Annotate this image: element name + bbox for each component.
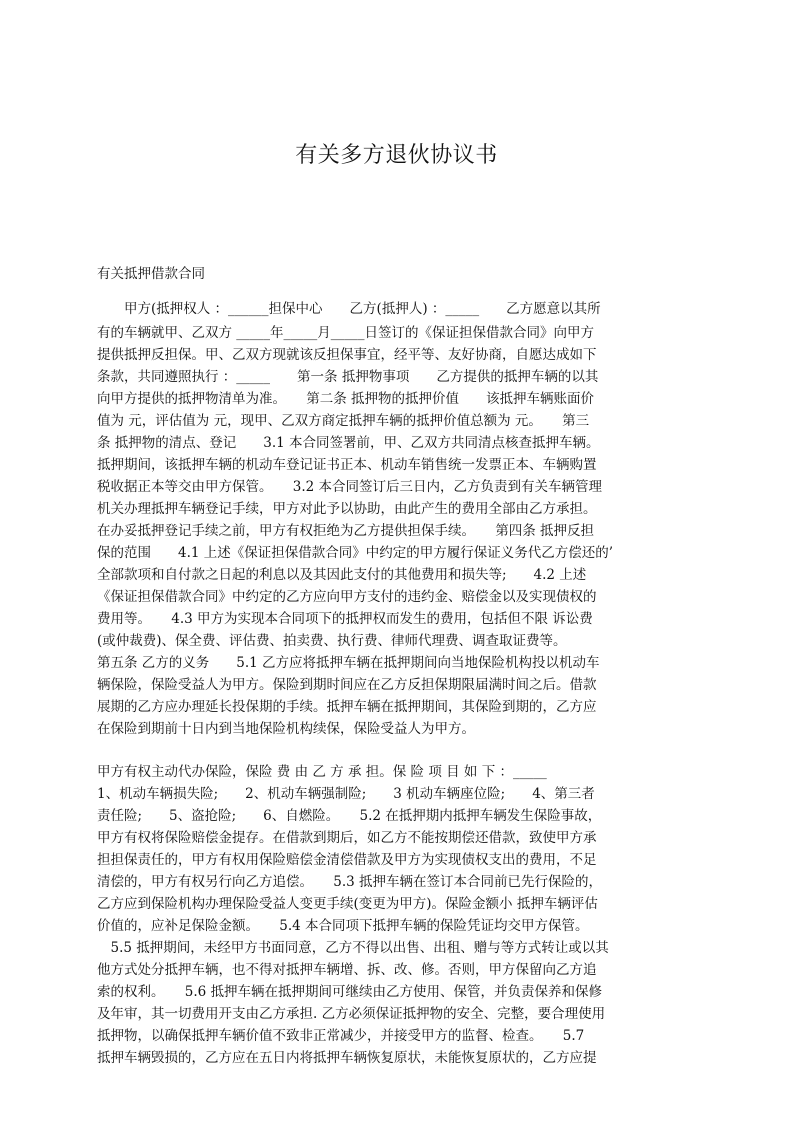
paragraph-line: 全部款项和自付款之日起的利息以及其因此支付的其他费用和损失等; 4.2 上述 <box>97 567 587 583</box>
paragraph-line: 他方式处分抵押车辆，也不得对抵押车辆增、拆、改、修。否则，甲方保留向乙方追 <box>97 962 597 978</box>
paragraph-line: 甲方(抵押权人 ：______担保中心 乙方(抵押人) ：_____ 乙方愿意以其所 <box>97 301 601 317</box>
paragraph-line: 税收据正本等交由甲方保管。 3.2 本合同签订后三日内，乙方负责到有关车辆管理 <box>97 479 603 495</box>
paragraph-line: 值为 元，评估值为 元，现甲、乙双方商定抵押车辆的抵押价值总额为 元。 第三 <box>97 413 590 429</box>
paragraph-line: 向甲方提供的抵押物清单为准。 第二条 抵押物的抵押价值 该抵押车辆账面价 <box>97 391 595 407</box>
paragraph-line: 乙方应到保险机构办理保险受益人变更手续(变更为甲方)。保险金额小 抵押车辆评估 <box>97 896 598 912</box>
paragraph-line: 及年审，其一切费用开支由乙方承担. 乙方必须保证抵押物的安全、完整，要合理使用 <box>97 1006 606 1022</box>
paragraph-line: 5.5 抵押期间，未经甲方书面同意，乙方不得以出售、出租、赠与等方式转让或以其 <box>97 940 609 956</box>
paragraph-line: 1、机动车辆损失险; 2、机动车辆强制险; 3 机动车辆座位险; 4、第三者 <box>97 786 595 802</box>
paragraph-line: 责任险; 5、盗抢险; 6、自燃险。 5.2 在抵押期内抵押车辆发生保险事故， <box>97 808 602 824</box>
paragraph-line: 费用等。 4.3 甲方为实现本合同项下的抵押权而发生的费用，包括但不限 诉讼费 <box>97 611 593 627</box>
paragraph-line: 辆保险，保险受益人为甲方。保险到期时间应在乙方反担保期限届满时间之后。借款 <box>97 677 597 693</box>
paragraph-line: 在办妥抵押登记手续之前，甲方有权拒绝为乙方提供担保手续。 第四条 抵押反担 <box>97 523 595 539</box>
paragraph-line: 抵押物，以确保抵押车辆价值不致非正常减少，并接受甲方的监督、检查。 5.7 <box>97 1028 585 1044</box>
paragraph-line: 有的车辆就甲、乙双方 _____年_____月_____日签订的《保证担保借款合同》向甲方 <box>97 325 595 341</box>
paragraph-line: 清偿的，甲方有权另行向乙方追偿。 5.3 抵押车辆在签订本合同前已先行保险的， <box>97 874 603 890</box>
paragraph-line: 保的范围 4.1 上述《保证担保借款合同》中约定的甲方履行保证义务代乙方偿还的’ <box>97 545 614 561</box>
paragraph-line: 抵押车辆毁损的，乙方应在五日内将抵押车辆恢复原状，未能恢复原状的，乙方应提 <box>97 1050 597 1066</box>
paragraph-line: 价值的，应补足保险金额。 5.4 本合同项下抵押车辆的保险凭证均交甲方保管。 <box>97 918 589 934</box>
paragraph-line: 第五条 乙方的义务 5.1 乙方应将抵押车辆在抵押期间向当地保险机构投以机动车 <box>97 655 600 671</box>
paragraph-line: 条款，共同遵照执行 ：_____ 第一条 抵押物事项 乙方提供的抵押车辆的以其 <box>97 369 599 385</box>
document-subtitle: 有关抵押借款合同 <box>97 266 205 282</box>
paragraph-line: 条 抵押物的清点、登记 3.1 本合同签署前，甲、乙双方共同清点核查抵押车辆。 <box>97 435 600 451</box>
paragraph-line: 机关办理抵押车辆登记手续，甲方对此予以协助，由此产生的费用全部由乙方承担。 <box>97 501 597 517</box>
paragraph-line: 甲方有权将保险赔偿金提存。在借款到期后，如乙方不能按期偿还借款，致使甲方承 <box>97 830 597 846</box>
paragraph-line: 展期的乙方应办理延长投保期的手续。抵押车辆在抵押期间，其保险到期的，乙方应 <box>97 699 597 715</box>
paragraph-line: 《保证担保借款合同》中约定的乙方应向甲方支付的违约金、赔偿金以及实现债权的 <box>97 589 597 605</box>
paragraph-line: 提供抵押反担保。甲、乙双方现就该反担保事宜，经平等、友好协商，自愿达成如下 <box>97 347 597 363</box>
paragraph-line: 抵押期间，该抵押车辆的机动车登记证书正本、机动车销售统一发票正本、车辆购置 <box>97 457 597 473</box>
paragraph-line: 索的权利。 5.6 抵押车辆在抵押期间可继续由乙方使用、保管，并负责保养和保修 <box>97 984 603 1000</box>
paragraph-line: 在保险到期前十日内到当地保险机构续保，保险受益人为甲方。 <box>97 721 475 737</box>
paragraph-line: (或仲裁费)、保全费、评估费、拍卖费、执行费、律师代理费、调查取证费等。 <box>97 633 567 649</box>
paragraph-line: 担担保责任的，甲方有权用保险赔偿金清偿借款及甲方为实现债权支出的费用，不足 <box>97 852 597 868</box>
paragraph-line: 甲方有权主动代办保险，保险 费 由 乙 方 承 担。保 险 项 目 如 下 ：_____ <box>97 764 547 780</box>
document-title: 有关多方退伙协议书 <box>295 143 498 168</box>
